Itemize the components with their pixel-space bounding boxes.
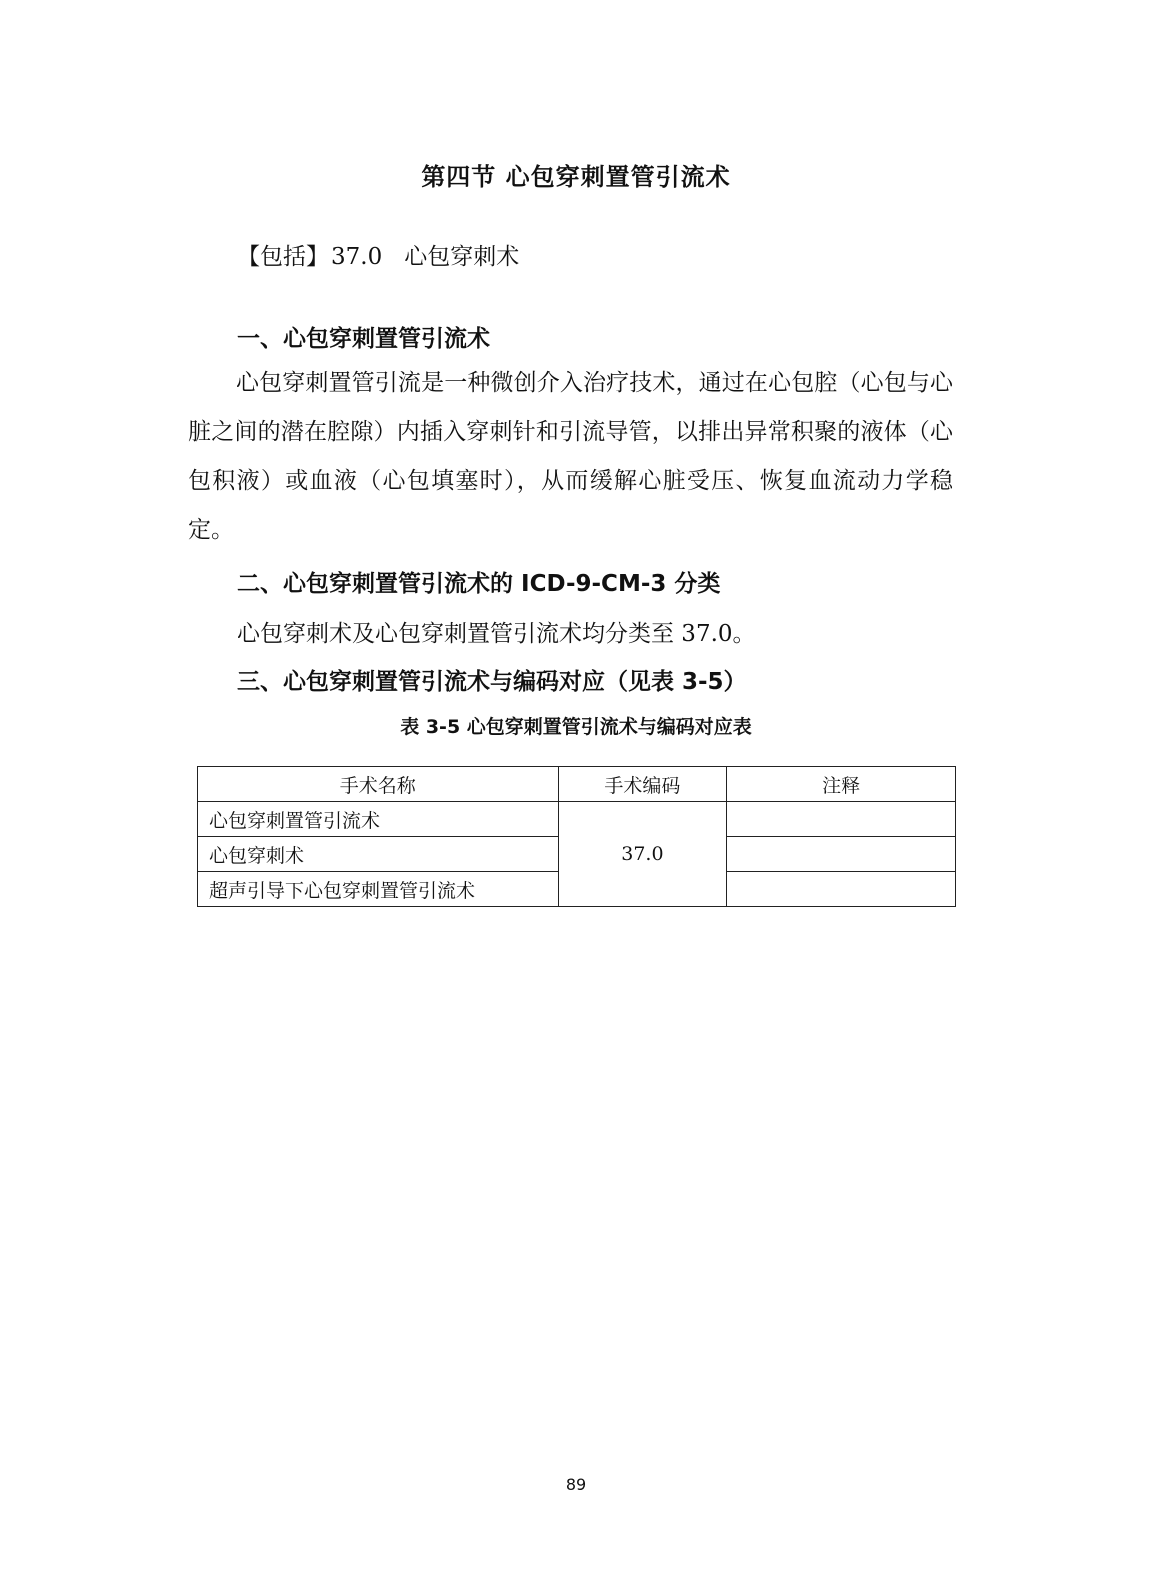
header-procedure-code: 手术编码 xyxy=(558,767,727,802)
header-procedure-name: 手术名称 xyxy=(198,767,559,802)
procedure-name-cell: 超声引导下心包穿刺置管引流术 xyxy=(198,872,559,907)
paragraph-part2: 心包穿刺术及心包穿刺置管引流术均分类至 37.0。 xyxy=(237,621,756,647)
header-notes: 注释 xyxy=(727,767,956,802)
heading-part3: 三、心包穿刺置管引流术与编码对应（见表 3-5） xyxy=(237,669,747,695)
heading-part1: 一、心包穿刺置管引流术 xyxy=(237,326,490,352)
table-header-row xyxy=(198,767,956,802)
table-row xyxy=(198,802,956,837)
includes-name: 心包穿刺术 xyxy=(404,244,520,270)
page-number: 89 xyxy=(565,1475,587,1494)
procedure-name-cell: 心包穿刺置管引流术 xyxy=(198,802,559,837)
paragraph-part1: 心包穿刺置管引流是一种微创介入治疗技术，通过在心包腔（心包与心脏之间的潜在腔隙）内插入穿刺针和引流导管，以排出异常积聚的液体（心包积液）或血液（心包填塞时），从而缓解心脏受压、恢复血流动力学稳定。 xyxy=(188,370,953,543)
section-title: 第四节 心包穿刺置管引流术 xyxy=(421,163,731,191)
heading-part2: 二、心包穿刺置管引流术的 ICD-9-CM-3 分类 xyxy=(237,571,721,597)
includes-line xyxy=(237,238,519,271)
table-caption: 表 3-5 心包穿刺置管引流术与编码对应表 xyxy=(400,716,752,738)
notes-cell xyxy=(727,802,956,837)
procedure-code-cell: 37.0 xyxy=(558,802,727,907)
code-table xyxy=(197,766,956,907)
includes-label: 【包括】 xyxy=(237,244,329,270)
notes-cell xyxy=(727,872,956,907)
includes-code: 37.0 xyxy=(331,244,383,270)
notes-cell xyxy=(727,837,956,872)
procedure-name-cell: 心包穿刺术 xyxy=(198,837,559,872)
